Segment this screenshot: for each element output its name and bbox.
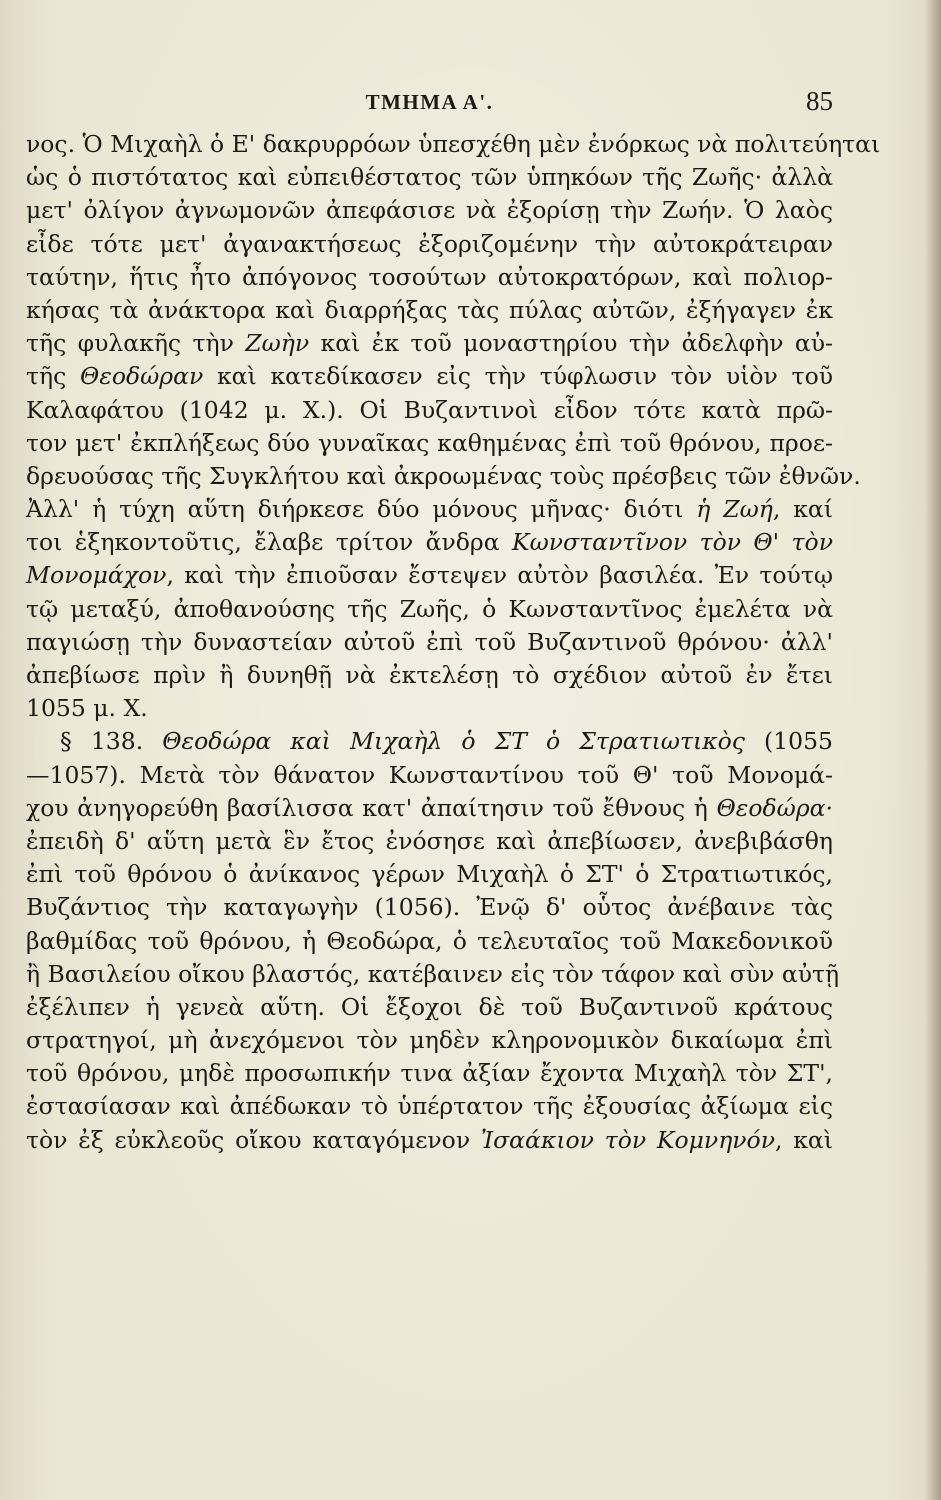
text-line: μετ' ὀλίγον ἀγνωμονῶν ἀπεφάσισε νὰ ἐξορίσῃ τὴν Ζωήν. Ὁ λαὸς [26,196,833,225]
text-line [26,493,833,526]
text-line: ἐστασίασαν καὶ ἀπέδωκαν τὸ ὑπέρτατον τῆς ἐξουσίας ἀξίωμα εἰς [26,1092,833,1121]
italic-name: Ζωὴν [245,329,310,358]
text-run: τοι ἑξηκοντοῦτις, ἔλαβε τρίτον ἄνδρα [26,528,513,557]
text-run: χου ἀνηγορεύθη βασίλισσα κατ' ἀπαίτησιν τοῦ ἔθνους ἡ [26,793,717,822]
text-line [26,1124,833,1157]
italic-name: Θεοδώρα· [716,793,833,822]
section-dates: (1055 [744,727,833,756]
section-title: Θεοδώρα καὶ Μιχαὴλ ὁ ΣΤ ὁ Στρατιωτικὸς [162,727,745,756]
page-number: 85 [806,86,833,116]
running-title: ΤΜΗΜΑ Α'. [365,90,494,114]
text-run: τῆς [26,362,80,391]
page-edge-shadow [925,0,941,1500]
text-line [26,559,833,592]
text-line: τον μετ' ἐκπλήξεως δύο γυναῖκας καθημένας ἐπὶ τοῦ θρόνου, προε- [26,428,833,457]
italic-name: Ἰσαάκιον τὸν Κομνηνόν [480,1125,775,1154]
text-line [26,526,833,559]
body-text [26,128,881,1157]
text-line [26,327,833,360]
text-line: —1057). Μετὰ τὸν θάνατον Κωνσταντίνου τοῦ Θ' τοῦ Μονομά- [26,760,833,789]
text-line: 1055 μ. Χ. [26,694,148,723]
text-line [26,792,833,825]
section-heading-line [26,725,833,758]
italic-name: ἡ Ζωή [696,495,773,524]
text-run: τῆς φυλακῆς τὴν [26,329,246,358]
text-line: ἢ Βασιλείου οἴκου βλαστός, κατέβαινεν εἰς τὸν τάφον καὶ σὺν αὐτῇ [26,959,840,988]
text-line: εἶδε τότε μετ' ἀγανακτήσεως ἐξοριζομένην τὴν αὐτοκράτειραν [26,229,833,258]
section-number: § 138. [60,727,163,756]
text-run: , καὶ [775,1125,834,1154]
italic-name: Κωνσταντῖνον τὸν Θ' τὸν [512,528,833,557]
page-header [26,84,833,124]
text-line [26,360,833,393]
text-run: καὶ ἐκ τοῦ μοναστηρίου τὴν ἀδελφὴν αὐ- [309,329,833,358]
text-run: Ἀλλ' ἡ τύχη αὕτη διήρκεσε δύο μόνους μῆνας· διότι [26,495,697,524]
text-line: τῷ μεταξύ, ἀποθανούσης τῆς Ζωῆς, ὁ Κωνσταντῖνος ἐμελέτα νὰ [26,594,833,623]
text-run: τὸν ἐξ εὐκλεοῦς οἴκου καταγόμενον [26,1125,481,1154]
italic-name: Μονομάχον [26,561,167,590]
text-line: ἐξέλιπεν ἡ γενεὰ αὕτη. Οἱ ἔξοχοι δὲ τοῦ Βυζαντινοῦ κράτους [26,992,833,1021]
text-line: κήσας τὰ ἀνάκτορα καὶ διαρρήξας τὰς πύλας αὐτῶν, ἐξήγαγεν ἐκ [26,295,833,324]
text-line: Βυζάντιος τὴν καταγωγὴν (1056). Ἐνῷ δ' οὗτος ἀνέβαινε τὰς [26,893,833,922]
text-line: βαθμίδας τοῦ θρόνου, ἡ Θεοδώρα, ὁ τελευταῖος τοῦ Μακεδονικοῦ [26,926,833,955]
text-run: , καί [772,495,833,524]
text-run: , καὶ τὴν ἐπιοῦσαν ἔστεψεν αὐτὸν βασιλέα. Ἐν τούτῳ [166,561,833,590]
text-run: καὶ κατεδίκασεν εἰς τὴν τύφλωσιν τὸν υἱὸν τοῦ [203,362,833,391]
text-line: στρατηγοί, μὴ ἀνεχόμενοι τὸν μηδὲν κληρονομικὸν δικαίωμα ἐπὶ [26,1026,833,1055]
text-line: Καλαφάτου (1042 μ. Χ.). Οἱ Βυζαντινοὶ εἶδον τότε κατὰ πρῶ- [26,395,833,424]
text-line: ἀπεβίωσε πρὶν ἢ δυνηθῇ νὰ ἐκτελέσῃ τὸ σχέδιον αὐτοῦ ἐν ἔτει [26,661,833,689]
italic-name: Θεοδώραν [79,362,204,391]
text-line: τοῦ θρόνου, μηδὲ προσωπικήν τινα ἀξίαν ἔχοντα Μιχαὴλ τὸν ΣΤ', [26,1059,833,1088]
text-line: ἐπειδὴ δ' αὕτη μετὰ ἓν ἔτος ἐνόσησε καὶ ἀπεβίωσεν, ἀνεβιβάσθη [26,826,833,855]
text-line: ταύτην, ἥτις ἦτο ἀπόγονος τοσούτων αὐτοκρατόρων, καὶ πολιορ- [26,262,833,291]
text-line: νος. Ὁ Μιχαὴλ ὁ Ε' δακρυρρόων ὑπεσχέθη μὲν ἐνόρκως νὰ πολιτεύηται [26,130,881,158]
text-line: δρευούσας τῆς Συγκλήτου καὶ ἀκροωμένας τοὺς πρέσβεις τῶν ἐθνῶν. [26,461,861,490]
text-line: παγιώσῃ τὴν δυναστείαν αὐτοῦ ἐπὶ τοῦ Βυζαντινοῦ θρόνου· ἀλλ' [26,627,833,656]
text-line: ὡς ὁ πιστότατος καὶ εὐπειθέστατος τῶν ὑπηκόων τῆς Ζωῆς· ἀλλὰ [26,163,833,192]
text-line: ἐπὶ τοῦ θρόνου ὁ ἀνίκανος γέρων Μιχαὴλ ὁ ΣΤ' ὁ Στρατιωτικός, [26,860,833,889]
